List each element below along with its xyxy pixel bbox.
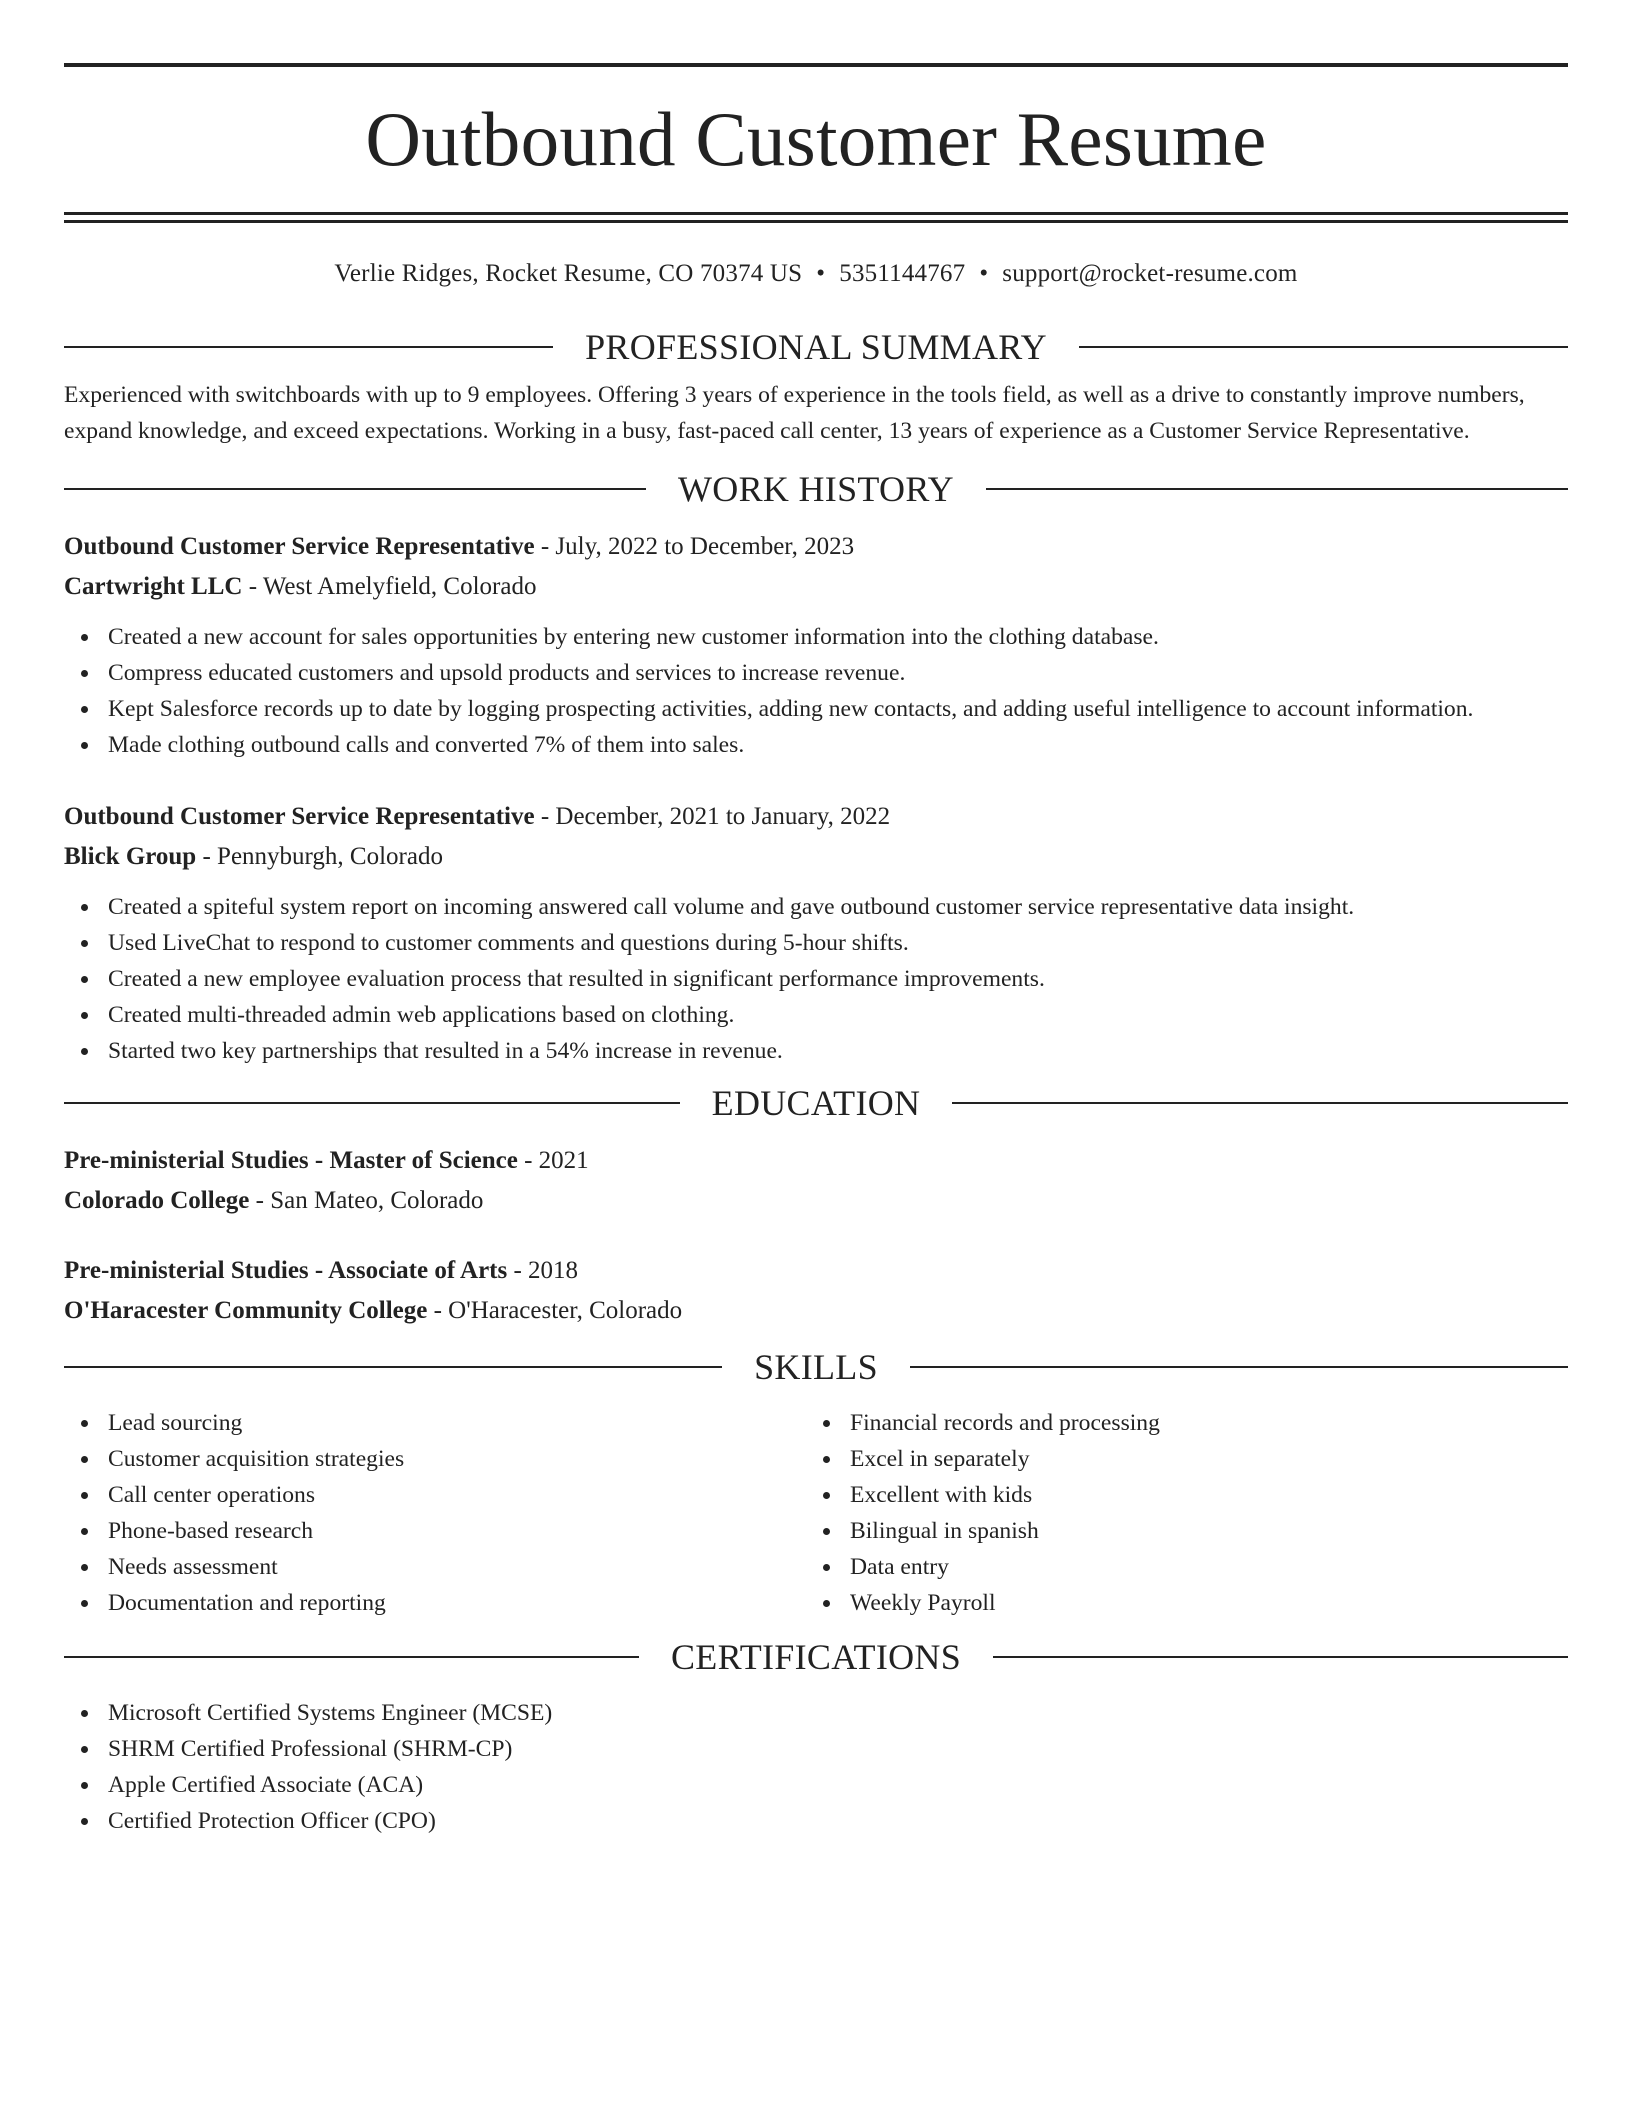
job-company: Cartwright LLC — [64, 573, 243, 600]
job-company: Blick Group — [64, 843, 197, 870]
section-title: PROFESSIONAL SUMMARY — [585, 327, 1047, 367]
job-title: Outbound Customer Service Representative — [64, 803, 535, 830]
list-item: Started two key partnerships that resulted in a 54% increase in revenue. — [64, 1033, 1568, 1069]
education-school: O'Haracester Community College — [64, 1297, 428, 1324]
job-entry — [64, 797, 1568, 1069]
list-item: Data entry — [806, 1549, 1548, 1585]
list-item: Created a spiteful system report on incoming answered call volume and gave outbound customer service representative data insight. — [64, 889, 1568, 925]
contact-separator: • — [816, 260, 826, 287]
section-header-skills — [64, 1347, 1568, 1387]
contact-phone: 5351144767 — [839, 260, 966, 287]
section-rule — [993, 1656, 1568, 1658]
section-rule — [986, 488, 1568, 490]
job-title-line — [64, 527, 1568, 567]
list-item: Phone-based research — [64, 1513, 806, 1549]
section-rule — [64, 1366, 722, 1368]
header-top-rule — [64, 63, 1568, 67]
job-title-line — [64, 797, 1568, 837]
education-year: - 2018 — [507, 1257, 579, 1284]
list-item: Lead sourcing — [64, 1405, 806, 1441]
section-rule — [910, 1366, 1568, 1368]
section-header-summary — [64, 327, 1568, 367]
list-item: Kept Salesforce records up to date by logging prospecting activities, adding new contacts, and adding useful intelligence to account information. — [64, 691, 1568, 727]
job-title: Outbound Customer Service Representative — [64, 533, 535, 560]
section-title: WORK HISTORY — [678, 469, 954, 509]
education-school-line — [64, 1181, 1568, 1221]
list-item: Call center operations — [64, 1477, 806, 1513]
section-rule — [952, 1102, 1568, 1104]
education-location: - O'Haracester, Colorado — [427, 1297, 683, 1324]
job-entry — [64, 527, 1568, 763]
education-school-line — [64, 1291, 1568, 1331]
section-header-education — [64, 1083, 1568, 1123]
contact-line — [64, 259, 1568, 289]
list-item: Apple Certified Associate (ACA) — [64, 1767, 1568, 1803]
contact-address: Verlie Ridges, Rocket Resume, CO 70374 US — [334, 260, 803, 287]
list-item: Microsoft Certified Systems Engineer (MCSE) — [64, 1695, 1568, 1731]
list-item: Financial records and processing — [806, 1405, 1548, 1441]
job-dates: - July, 2022 to December, 2023 — [534, 533, 855, 560]
job-dates: - December, 2021 to January, 2022 — [534, 803, 891, 830]
list-item: Excel in separately — [806, 1441, 1548, 1477]
list-item: Created multi-threaded admin web applications based on clothing. — [64, 997, 1568, 1033]
list-item: Weekly Payroll — [806, 1585, 1548, 1621]
list-item: Created a new account for sales opportunities by entering new customer information into the clothing database. — [64, 619, 1568, 655]
list-item: Documentation and reporting — [64, 1585, 806, 1621]
contact-separator: • — [979, 260, 989, 287]
job-location: - Pennyburgh, Colorado — [196, 843, 443, 870]
section-header-work-history — [64, 469, 1568, 509]
job-bullets — [64, 619, 1568, 763]
list-item: Certified Protection Officer (CPO) — [64, 1803, 1568, 1839]
resume-page — [64, 63, 1568, 1839]
education-entry — [64, 1141, 1568, 1221]
list-item: Bilingual in spanish — [806, 1513, 1548, 1549]
education-entry — [64, 1251, 1568, 1331]
list-item: Used LiveChat to respond to customer comments and questions during 5-hour shifts. — [64, 925, 1568, 961]
job-company-line — [64, 567, 1568, 607]
section-rule — [1079, 346, 1568, 348]
skills-list-left — [64, 1405, 806, 1621]
resume-title: Outbound Customer Resume — [365, 96, 1267, 182]
job-location: - West Amelyfield, Colorado — [242, 573, 537, 600]
list-item: Compress educated customers and upsold products and services to increase revenue. — [64, 655, 1568, 691]
list-item: SHRM Certified Professional (SHRM-CP) — [64, 1731, 1568, 1767]
skills-grid — [64, 1405, 1568, 1621]
section-rule — [64, 488, 646, 490]
section-header-certifications — [64, 1637, 1568, 1677]
job-company-line — [64, 837, 1568, 877]
education-year: - 2021 — [517, 1147, 589, 1174]
list-item: Created a new employee evaluation process that resulted in significant performance improvements. — [64, 961, 1568, 997]
section-rule — [64, 346, 553, 348]
education-degree-line — [64, 1251, 1568, 1291]
education-degree-line — [64, 1141, 1568, 1181]
summary-text: Experienced with switchboards with up to 9 employees. Offering 3 years of experience in the tools field, as well as a drive to constantly improve numbers, expand knowledge, and exceed expectations. Working in a busy, fast-paced call center, 13 years of experience as a Customer Service Representative. — [64, 382, 1525, 444]
list-item: Made clothing outbound calls and converted 7% of them into sales. — [64, 727, 1568, 763]
certifications-list — [64, 1695, 1568, 1839]
section-rule — [64, 1102, 680, 1104]
section-title: EDUCATION — [711, 1083, 921, 1123]
section-title: CERTIFICATIONS — [670, 1637, 962, 1677]
education-degree: Pre-ministerial Studies - Associate of Arts — [64, 1257, 508, 1284]
job-bullets — [64, 889, 1568, 1069]
section-title: SKILLS — [754, 1347, 878, 1387]
education-school: Colorado College — [64, 1187, 250, 1214]
skills-list-right — [806, 1405, 1548, 1621]
list-item: Excellent with kids — [806, 1477, 1548, 1513]
list-item: Customer acquisition strategies — [64, 1441, 806, 1477]
list-item: Needs assessment — [64, 1549, 806, 1585]
section-rule — [64, 1656, 639, 1658]
education-degree: Pre-ministerial Studies - Master of Science — [64, 1147, 518, 1174]
header-double-rule — [64, 212, 1568, 223]
contact-email: support@rocket-resume.com — [1002, 260, 1298, 287]
education-location: - San Mateo, Colorado — [249, 1187, 484, 1214]
